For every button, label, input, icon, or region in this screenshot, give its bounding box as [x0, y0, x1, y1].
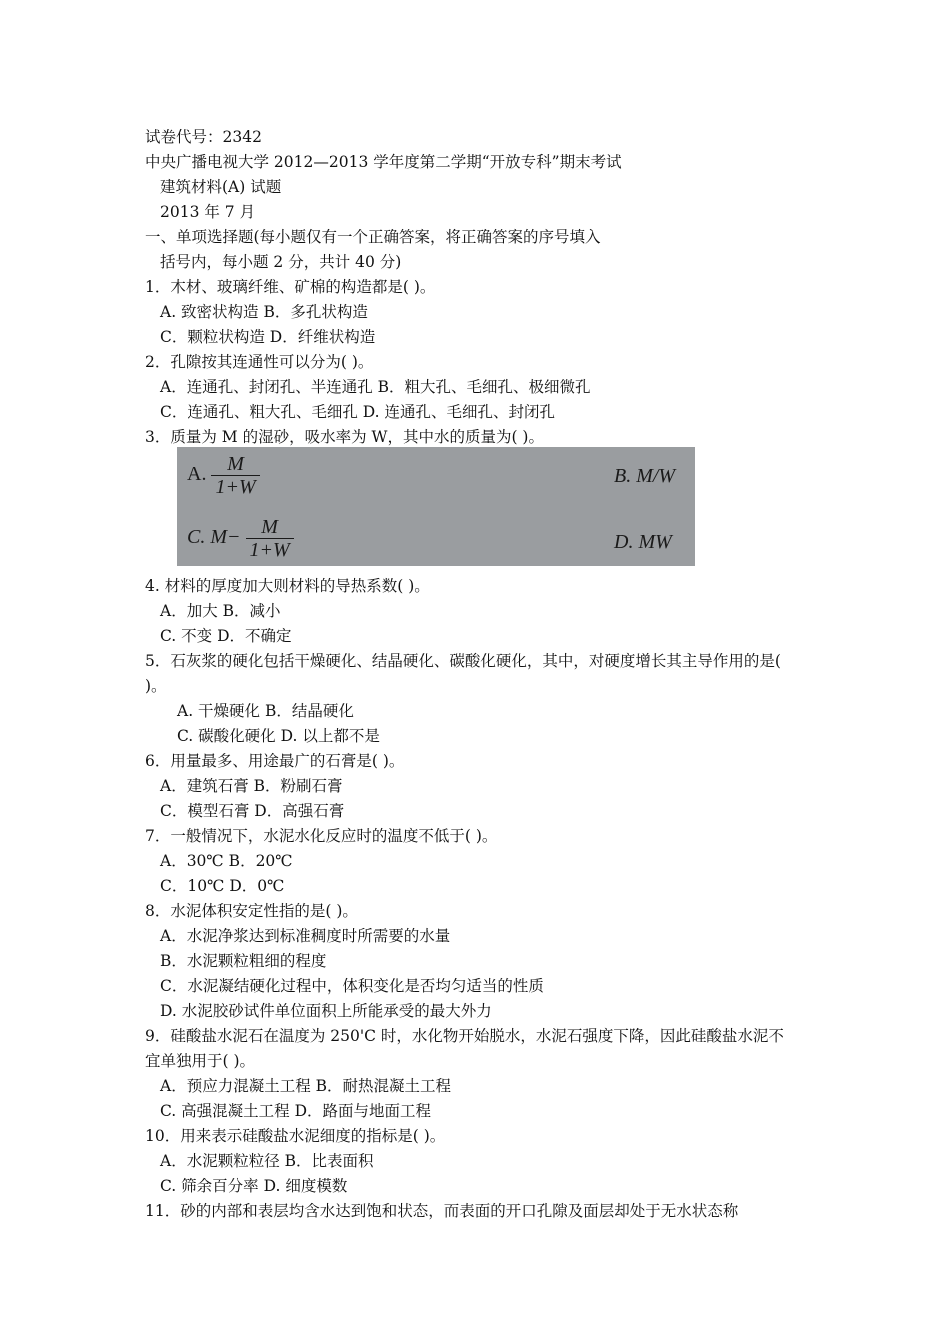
- exam-subject: 建筑材料(A) 试题: [160, 178, 282, 196]
- question-4-options-c-d: C. 不变 D．不确定: [160, 627, 292, 645]
- formula-c-numerator: M: [261, 516, 278, 538]
- formula-a-numerator: M: [227, 453, 244, 475]
- formula-a-fraction: [211, 453, 259, 498]
- question-4-options-a-b: A．加大 B．减小: [160, 602, 281, 620]
- formula-c-denominator: 1+W: [246, 538, 294, 561]
- formula-a-denominator: 1+W: [211, 475, 259, 498]
- question-5-stem-continued: )。: [145, 677, 167, 695]
- question-3-formula-image: [177, 447, 695, 566]
- question-10-options-a-b: A．水泥颗粒粒径 B．比表面积: [160, 1152, 374, 1170]
- question-7-stem: 7．一般情况下，水泥水化反应时的温度不低于( )。: [145, 827, 498, 845]
- question-8-option-d: D. 水泥胶砂试件单位面积上所能承受的最大外力: [160, 1002, 492, 1020]
- question-1-stem: 1．木材、玻璃纤维、矿棉的构造都是( )。: [145, 278, 436, 296]
- question-3-stem: 3．质量为 M 的湿砂，吸水率为 W，其中水的质量为( )。: [145, 428, 544, 446]
- question-1-options-c-d: C．颗粒状构造 D．纤维状构造: [160, 328, 376, 346]
- formula-option-b: B. M/W: [614, 465, 676, 487]
- question-5-options-c-d: C. 碳酸化硬化 D. 以上都不是: [177, 727, 380, 745]
- question-8-option-b: B．水泥颗粒粗细的程度: [160, 952, 327, 970]
- question-9-options-a-b: A．预应力混凝土工程 B．耐热混凝土工程: [160, 1077, 452, 1095]
- question-4-stem: 4. 材料的厚度加大则材料的导热系数( )。: [145, 577, 430, 595]
- formula-option-a: [187, 453, 260, 498]
- question-1-options-a-b: A. 致密状构造 B．多孔状构造: [160, 303, 368, 321]
- question-2-options-a-b: A．连通孔、封闭孔、半连通孔 B．粗大孔、毛细孔、极细微孔: [160, 378, 591, 396]
- formula-c-fraction: [246, 516, 294, 561]
- question-6-stem: 6．用量最多、用途最广的石膏是( )。: [145, 752, 405, 770]
- question-7-options-a-b: A．30℃ B．20℃: [160, 852, 293, 870]
- formula-option-d: D. MW: [614, 531, 672, 553]
- formula-a-label: A.: [187, 463, 207, 486]
- question-10-options-c-d: C. 筛余百分率 D. 细度模数: [160, 1177, 348, 1195]
- question-9-stem: 9．硅酸盐水泥石在温度为 250'C 时，水化物开始脱水，水泥石强度下降，因此硅酸盐水泥不: [145, 1027, 784, 1045]
- question-6-options-c-d: C．模型石膏 D．高强石膏: [160, 802, 345, 820]
- question-5-stem: 5．石灰浆的硬化包括干燥硬化、结晶硬化、碳酸化硬化，其中，对硬度增长其主导作用的是(: [145, 652, 781, 670]
- question-9-options-c-d: C. 高强混凝土工程 D．路面与地面工程: [160, 1102, 432, 1120]
- question-8-option-a: A．水泥净浆达到标准稠度时所需要的水量: [160, 927, 451, 945]
- question-8-option-c: C．水泥凝结硬化过程中，体积变化是否均匀适当的性质: [160, 977, 544, 995]
- question-6-options-a-b: A．建筑石膏 B．粉刷石膏: [160, 777, 343, 795]
- exam-university-title: 中央广播电视大学 2012—2013 学年度第二学期“开放专科”期末考试: [145, 153, 622, 171]
- question-2-stem: 2．孔隙按其连通性可以分为( )。: [145, 353, 374, 371]
- section-title: 一、单项选择题(每小题仅有一个正确答案，将正确答案的序号填入: [145, 228, 601, 246]
- question-2-options-c-d: C．连通孔、粗大孔、毛细孔 D. 连通孔、毛细孔、封闭孔: [160, 403, 556, 421]
- formula-c-label: C. M−: [187, 526, 241, 549]
- question-9-stem-continued: 宜单独用于( )。: [145, 1052, 256, 1070]
- question-11-stem: 11．砂的内部和表层均含水达到饱和状态，而表面的开口孔隙及面层却处于无水状态称: [145, 1202, 739, 1220]
- exam-date: 2013 年 7 月: [160, 203, 256, 221]
- question-10-stem: 10．用来表示硅酸盐水泥细度的指标是( )。: [145, 1127, 446, 1145]
- section-title-continued: 括号内，每小题 2 分，共计 40 分): [160, 253, 402, 271]
- exam-code: 试卷代号：2342: [145, 128, 262, 146]
- formula-option-c: [187, 516, 294, 561]
- question-5-options-a-b: A. 干燥硬化 B．结晶硬化: [177, 702, 354, 720]
- question-8-stem: 8．水泥体积安定性指的是( )。: [145, 902, 358, 920]
- question-7-options-c-d: C．10℃ D．0℃: [160, 877, 285, 895]
